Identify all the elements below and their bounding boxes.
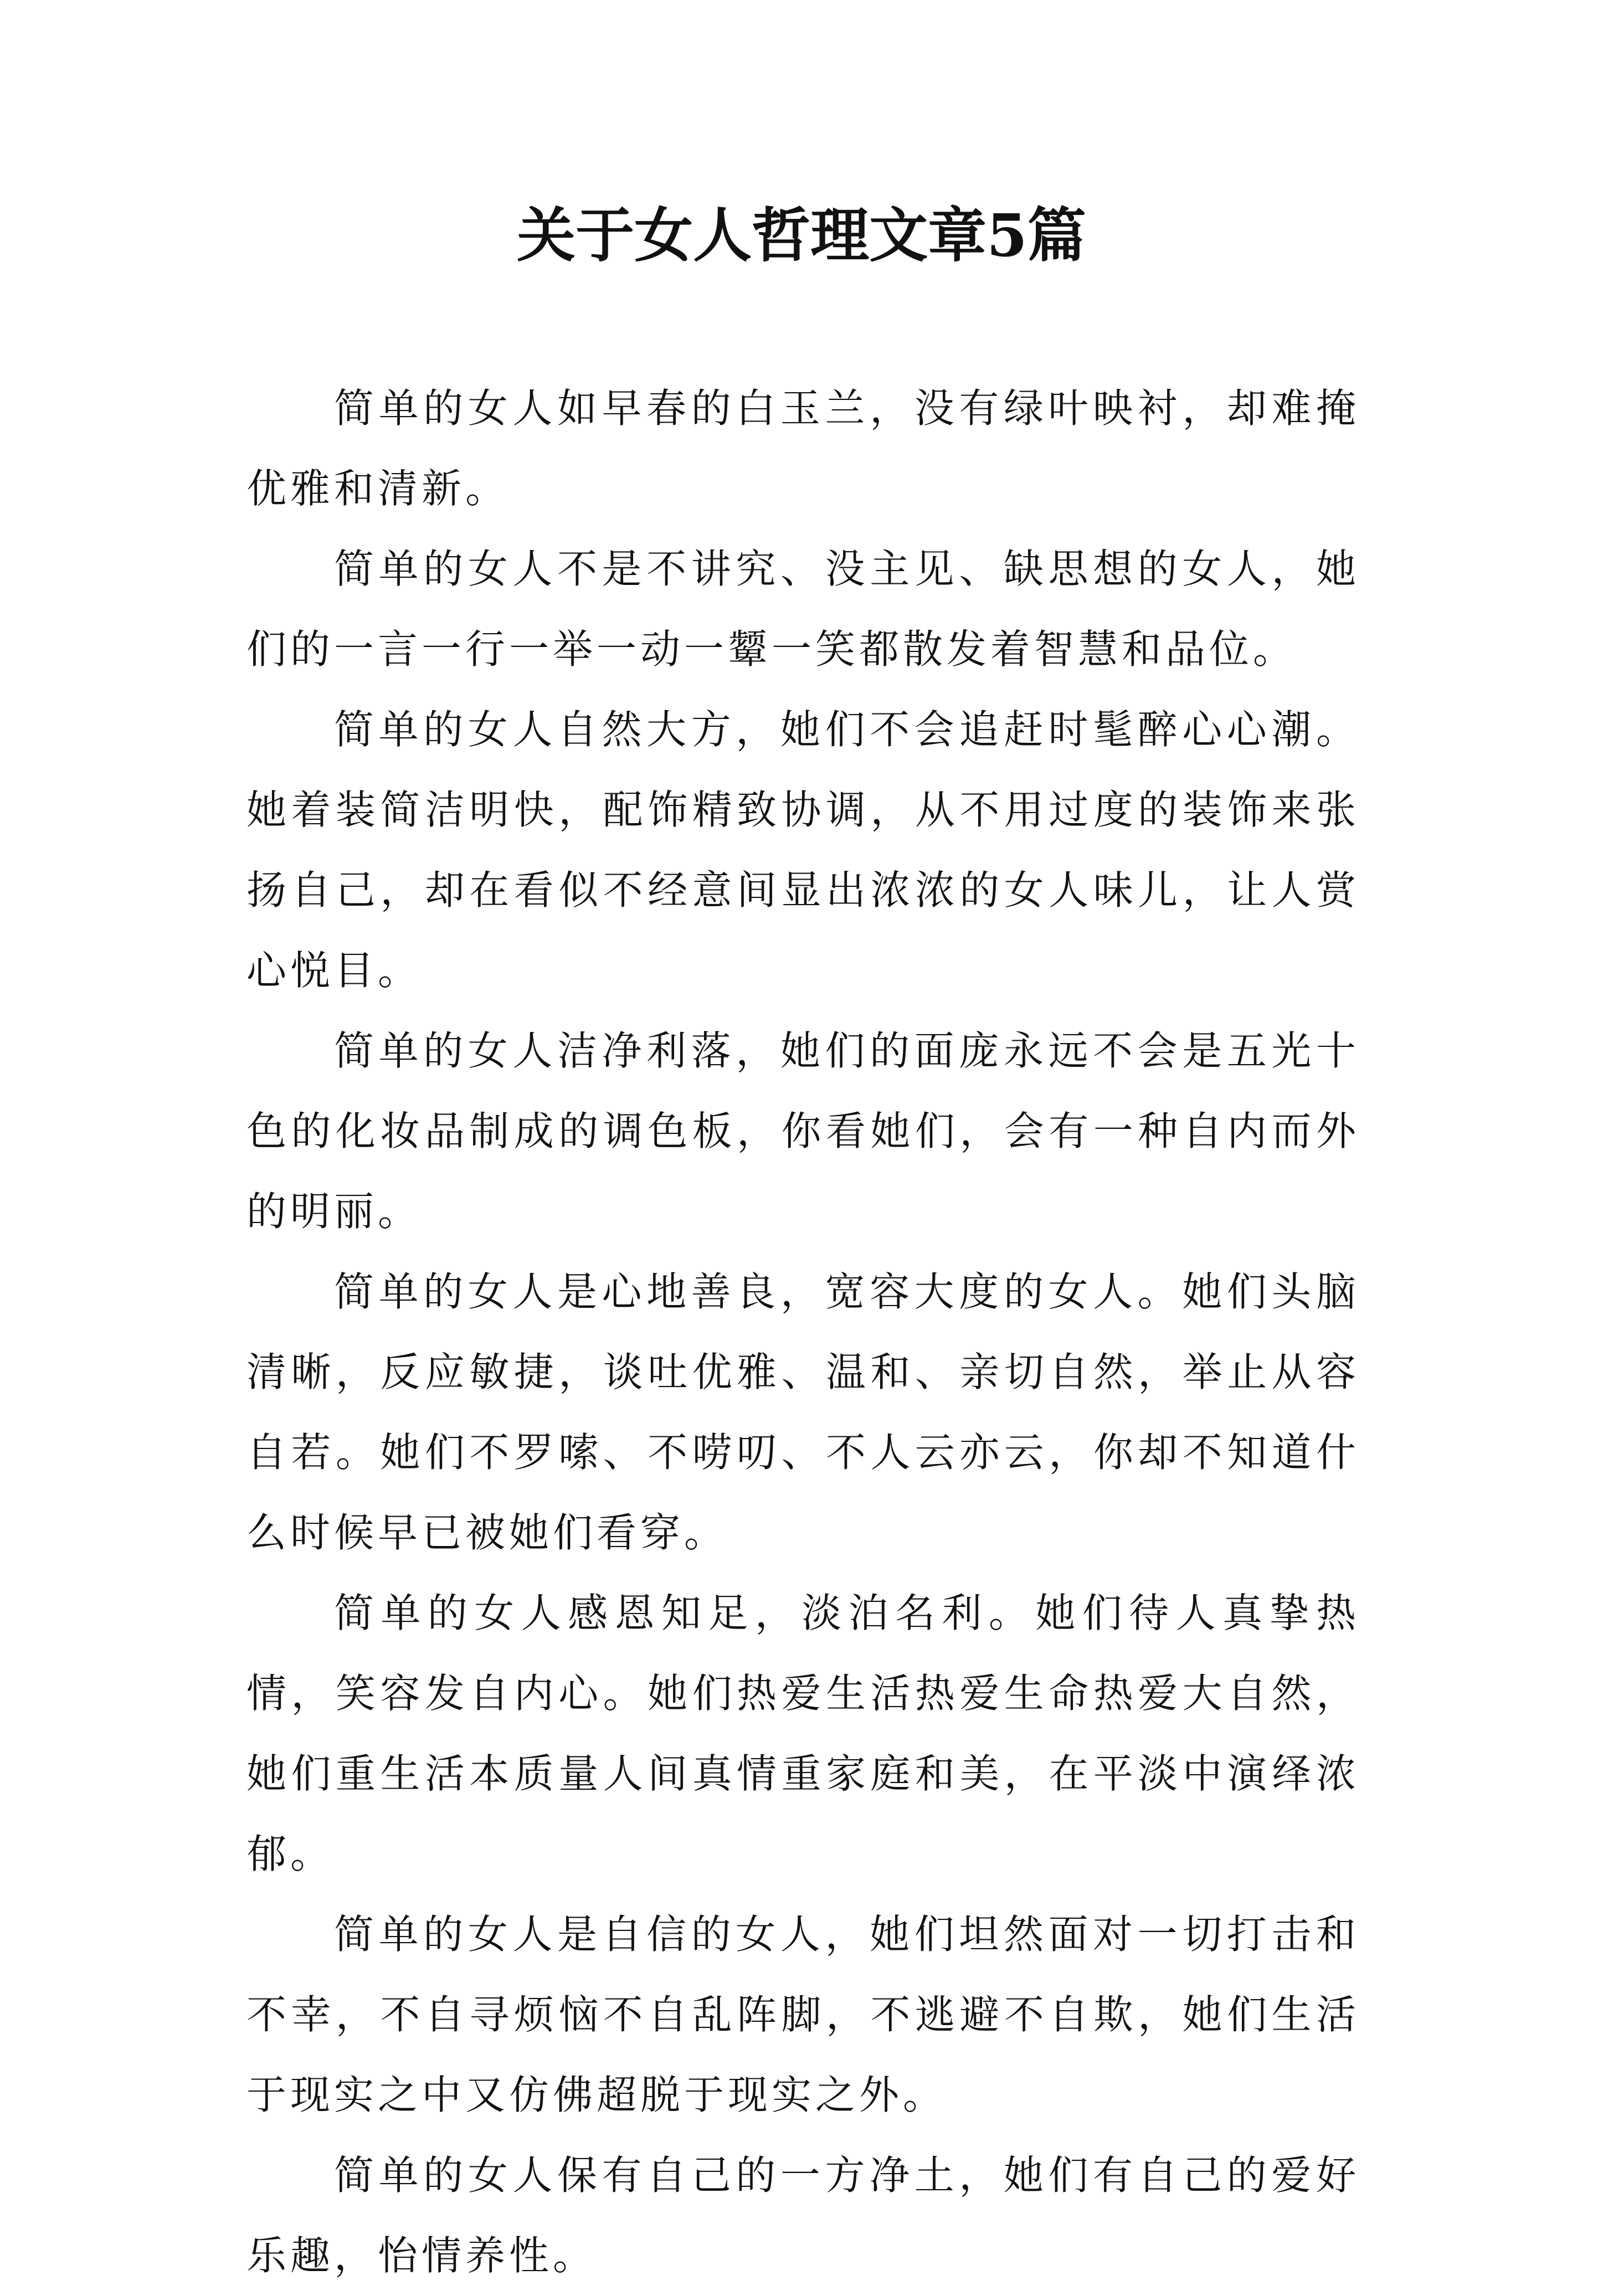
paragraph-8: 简单的女人保有自己的一方净土，她们有自己的爱好乐趣，怡情养性。 — [246, 2152, 1360, 2279]
paragraph-7: 简单的女人是自信的女人，她们坦然面对一切打击和不幸，不自寻烦恼不自乱阵脚，不逃避不自欺，她们生活于现实之中又仿佛超脱于现实之外。 — [246, 1911, 1360, 2118]
page-title: 关于女人哲理文章5篇 — [517, 201, 1086, 270]
document-body — [246, 368, 1360, 2296]
paragraph-3: 简单的女人自然大方，她们不会追赶时髦醉心心潮。她着装简洁明快，配饰精致协调，从不用过度的装饰来张扬自己，却在看似不经意间显出浓浓的女人味儿，让人赏心悦目。 — [246, 706, 1360, 994]
paragraph-4: 简单的女人洁净利落，她们的面庞永远不会是五光十色的化妆品制成的调色板，你看她们，会有一种自内而外的明丽。 — [246, 1028, 1360, 1235]
paragraph-1: 简单的女人如早春的白玉兰，没有绿叶映衬，却难掩优雅和清新。 — [246, 385, 1360, 512]
paragraph-2: 简单的女人不是不讲究、没主见、缺思想的女人，她们的一言一行一举一动一颦一笑都散发着智慧和品位。 — [246, 546, 1360, 672]
paragraph-5: 简单的女人是心地善良，宽容大度的女人。她们头脑清晰，反应敏捷，谈吐优雅、温和、亲切自然，举止从容自若。她们不罗嗦、不唠叨、不人云亦云，你却不知道什么时候早已被她们看穿。 — [246, 1268, 1360, 1556]
paragraph-6: 简单的女人感恩知足，淡泊名利。她们待人真挚热情，笑容发自内心。她们热爱生活热爱生命热爱大自然，她们重生活本质量人间真情重家庭和美，在平淡中演绎浓郁。 — [246, 1590, 1360, 1877]
